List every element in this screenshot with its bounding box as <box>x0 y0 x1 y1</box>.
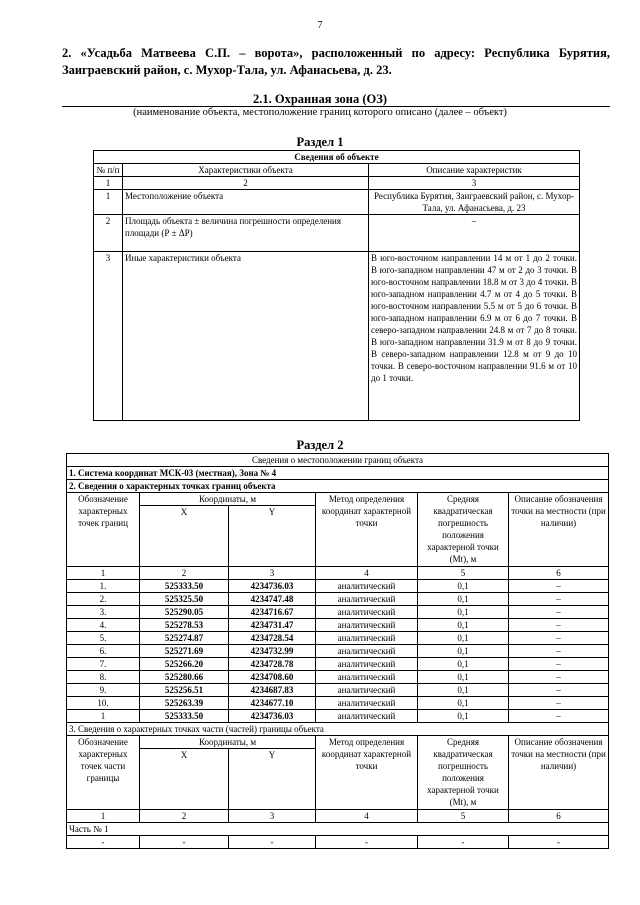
row-number: 2 <box>94 215 123 252</box>
point-y: 4234732.99 <box>229 645 316 658</box>
col-number: 4 <box>316 810 418 823</box>
row-number: 1 <box>94 190 123 215</box>
parts-header-point-description: Описание обозначения точки на местности (при наличии) <box>509 736 609 810</box>
point-method: аналитический <box>316 632 418 645</box>
table-row <box>67 671 609 684</box>
object-heading: 2. «Усадьба Матвеева С.П. – ворота», расположенный по адресу: Республика Бурятия, Заиграевский район, с. Мухор-Тала, ул. Афанасьева, д. 23. <box>62 46 610 77</box>
point-accuracy: 0,1 <box>418 619 509 632</box>
coordinate-system: 1. Система координат МСК-03 (местная), Зона № 4 <box>67 467 609 480</box>
point-y: 4234728.78 <box>229 658 316 671</box>
page-number: 7 <box>317 20 323 31</box>
point-description: – <box>509 632 609 645</box>
row-description: Республика Бурятия, Заиграевский район, с. Мухор-Тала, ул. Афанасьева, д. 23 <box>369 190 580 215</box>
col-header-num: № п/п <box>94 164 123 177</box>
section2-title: Раздел 2 <box>296 438 344 452</box>
point-method: аналитический <box>316 580 418 593</box>
point-id: 6. <box>67 645 140 658</box>
point-accuracy: 0,1 <box>418 580 509 593</box>
point-x: 525290.05 <box>140 606 229 619</box>
col-number: 4 <box>316 567 418 580</box>
col-number: 5 <box>418 567 509 580</box>
point-method: аналитический <box>316 619 418 632</box>
point-id: 2. <box>67 593 140 606</box>
object-info-table <box>93 150 580 421</box>
row-description: – <box>369 215 580 252</box>
point-x: 525263.39 <box>140 697 229 710</box>
row-characteristic: Иные характеристики объекта <box>123 252 369 421</box>
points-title: 2. Сведения о характерных точках границ объекта <box>67 480 609 493</box>
boundary-points-table <box>66 453 609 849</box>
point-accuracy: 0,1 <box>418 632 509 645</box>
part-cell: - <box>316 836 418 849</box>
part-cell: - <box>67 836 140 849</box>
point-id: 1. <box>67 580 140 593</box>
point-accuracy: 0,1 <box>418 671 509 684</box>
point-method: аналитический <box>316 671 418 684</box>
table-row <box>67 710 609 723</box>
point-description: – <box>509 697 609 710</box>
row-number: 3 <box>94 252 123 421</box>
col-number: 2 <box>123 177 369 190</box>
point-accuracy: 0,1 <box>418 593 509 606</box>
row-description: В юго-восточном направлении 14 м от 1 до 2 точки. В юго-западном направлении 47 м от 2 до 3 точки. В юго-восточном направлении 18.8 м от 3 до 4 точки. В юго-западном направлении 4.7 м от 4 до 5 точки. В юго-восточном направлении 5.5 м от 5 до 6 точки. В юго-западном направлении 6.9 м от 6 до 7 точки. В северо-западном направлении 24.8 м от 7 до 8 точки. В юго-западном направлении 31.9 м от 8 до 9 точки. В северо-западном направлении 12.8 м от 9 до 10 точки. В северо-восточном направлении 91.6 м от 10 до 1 точки. <box>369 252 580 421</box>
location-caption: Сведения о местоположении границ объекта <box>67 454 609 467</box>
point-description: – <box>509 671 609 684</box>
point-description: – <box>509 593 609 606</box>
parts-header-method: Метод определения координат характерной точки <box>316 736 418 810</box>
col-number: 3 <box>229 810 316 823</box>
point-description: – <box>509 645 609 658</box>
table-row <box>94 252 580 421</box>
point-y: 4234716.67 <box>229 606 316 619</box>
parts-header-designation: Обозначение характерных точек части границы <box>67 736 140 810</box>
table-row <box>67 684 609 697</box>
table-row <box>67 593 609 606</box>
point-method: аналитический <box>316 684 418 697</box>
point-description: – <box>509 580 609 593</box>
point-id: 4. <box>67 619 140 632</box>
point-id: 10. <box>67 697 140 710</box>
point-y: 4234736.03 <box>229 710 316 723</box>
point-x: 525333.50 <box>140 710 229 723</box>
table-row <box>94 190 580 215</box>
parts-header-coordinates: Координаты, м <box>140 736 316 749</box>
point-y: 4234708.60 <box>229 671 316 684</box>
object-table-caption: Сведения об объекте <box>94 151 580 164</box>
section1-title: Раздел 1 <box>296 135 344 149</box>
table-row <box>67 632 609 645</box>
row-characteristic: Площадь объекта ± величина погрешности определения площади (Р ± ΔР) <box>123 215 369 252</box>
part-cell: - <box>229 836 316 849</box>
col-number: 6 <box>509 810 609 823</box>
point-x: 525266.20 <box>140 658 229 671</box>
part-row <box>67 836 609 849</box>
point-method: аналитический <box>316 697 418 710</box>
parts-header-x: X <box>140 749 229 810</box>
header-y: Y <box>229 506 316 567</box>
header-coordinates: Координаты, м <box>140 493 316 506</box>
point-accuracy: 0,1 <box>418 645 509 658</box>
part-cell: - <box>140 836 229 849</box>
point-id: 1 <box>67 710 140 723</box>
parts-header-y: Y <box>229 749 316 810</box>
col-number: 3 <box>229 567 316 580</box>
table-row <box>94 215 580 252</box>
point-accuracy: 0,1 <box>418 684 509 697</box>
zone-title: 2.1. Охранная зона (ОЗ) <box>252 92 387 106</box>
point-accuracy: 0,1 <box>418 697 509 710</box>
point-x: 525278.53 <box>140 619 229 632</box>
point-y: 4234747.48 <box>229 593 316 606</box>
point-method: аналитический <box>316 710 418 723</box>
point-method: аналитический <box>316 593 418 606</box>
col-number: 5 <box>418 810 509 823</box>
point-x: 525333.50 <box>140 580 229 593</box>
point-description: – <box>509 710 609 723</box>
point-accuracy: 0,1 <box>418 606 509 619</box>
header-x: X <box>140 506 229 567</box>
col-number: 3 <box>369 177 580 190</box>
point-y: 4234687.83 <box>229 684 316 697</box>
point-method: аналитический <box>316 606 418 619</box>
point-x: 525271.69 <box>140 645 229 658</box>
point-x: 525274.87 <box>140 632 229 645</box>
point-id: 7. <box>67 658 140 671</box>
col-number: 1 <box>94 177 123 190</box>
col-number: 2 <box>140 810 229 823</box>
part-cell: - <box>509 836 609 849</box>
point-description: – <box>509 606 609 619</box>
point-description: – <box>509 684 609 697</box>
col-header-characteristic: Характеристики объекта <box>123 164 369 177</box>
point-id: 3. <box>67 606 140 619</box>
row-characteristic: Местоположение объекта <box>123 190 369 215</box>
point-accuracy: 0,1 <box>418 658 509 671</box>
col-number: 1 <box>67 567 140 580</box>
point-y: 4234677.10 <box>229 697 316 710</box>
point-method: аналитический <box>316 645 418 658</box>
col-header-description: Описание характеристик <box>369 164 580 177</box>
point-y: 4234728.54 <box>229 632 316 645</box>
table-row <box>67 697 609 710</box>
part-label: Часть № 1 <box>67 823 609 836</box>
point-y: 4234736.03 <box>229 580 316 593</box>
point-x: 525280.66 <box>140 671 229 684</box>
point-description: – <box>509 619 609 632</box>
zone-subtitle: (наименование объекта, местоположение границ которого описано (далее – объект) <box>133 107 507 118</box>
header-designation: Обозначение характерных точек границ <box>67 493 140 567</box>
point-x: 525256.51 <box>140 684 229 697</box>
point-id: 8. <box>67 671 140 684</box>
table-row <box>67 645 609 658</box>
point-y: 4234731.47 <box>229 619 316 632</box>
parts-header-accuracy: Средняя квадратическая погрешность положения характерной точки (Mt), м <box>418 736 509 810</box>
part-cell: - <box>418 836 509 849</box>
col-number: 2 <box>140 567 229 580</box>
table-row <box>67 619 609 632</box>
table-row <box>67 580 609 593</box>
header-method: Метод определения координат характерной точки <box>316 493 418 567</box>
parts-title: 3. Сведения о характерных точках части (частей) границы объекта <box>67 723 609 736</box>
table-row <box>67 606 609 619</box>
point-method: аналитический <box>316 658 418 671</box>
point-id: 9. <box>67 684 140 697</box>
point-id: 5. <box>67 632 140 645</box>
col-number: 1 <box>67 810 140 823</box>
header-accuracy: Средняя квадратическая погрешность положения характерной точки (Mt), м <box>418 493 509 567</box>
header-point-description: Описание обозначения точки на местности (при наличии) <box>509 493 609 567</box>
point-description: – <box>509 658 609 671</box>
point-accuracy: 0,1 <box>418 710 509 723</box>
point-x: 525325.50 <box>140 593 229 606</box>
col-number: 6 <box>509 567 609 580</box>
table-row <box>67 658 609 671</box>
